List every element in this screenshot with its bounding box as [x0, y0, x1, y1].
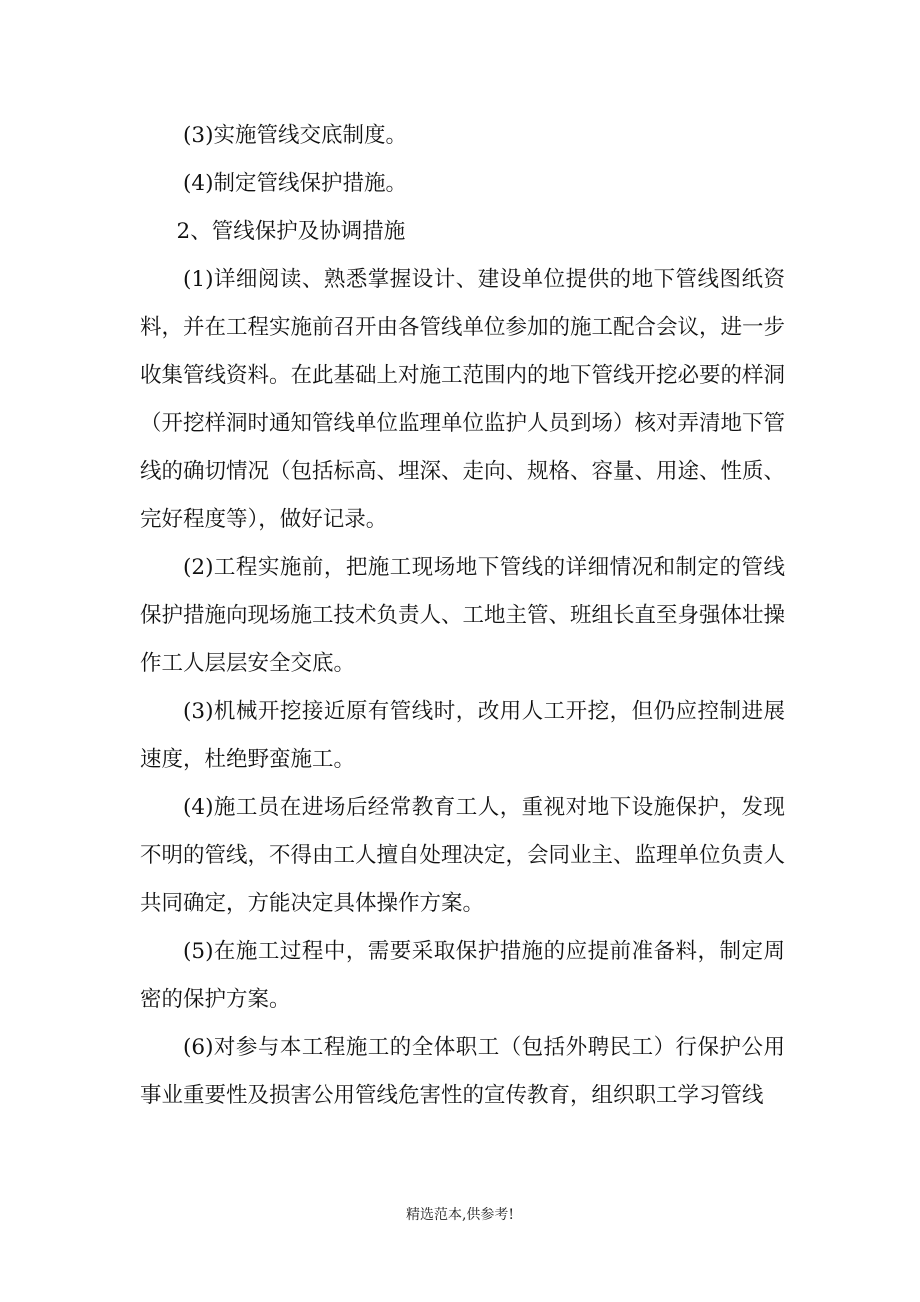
paragraph-measure-5: (5)在施工过程中，需要采取保护措施的应提前准备料，制定周密的保护方案。	[140, 939, 785, 1012]
page-footer: 精选范本,供参考!	[405, 1207, 515, 1223]
paragraph-measure-6: (6)对参与本工程施工的全体职工（包括外聘民工）行保护公用事业重要性及损害公用管线危害性的宣传教育，组织职工学习管线	[140, 1035, 785, 1108]
paragraph-measure-3: (3)机械开挖接近原有管线时，改用人工开挖，但仍应控制进展速度，杜绝野蛮施工。	[140, 699, 785, 772]
document-body	[140, 112, 785, 1120]
paragraph-measure-2: (2)工程实施前，把施工现场地下管线的详细情况和制定的管线保护措施向现场施工技术负责人、工地主管、班组长直至身强体壮操作工人层层安全交底。	[140, 555, 786, 676]
paragraph-measure-1: (1)详细阅读、熟悉掌握设计、建设单位提供的地下管线图纸资料，并在工程实施前召开由各管线单位参加的施工配合会议，进一步收集管线资料。在此基础上对施工范围内的地下管线开挖必要的样洞（开挖样洞时通知管线单位监理单位监护人员到场）核对弄清地下管线的确切情况（包括标高、埋深、走向、规格、容量、用途、性质、完好程度等），做好记录。	[140, 267, 786, 532]
paragraph-item-4: (4)制定管线保护措施。	[183, 171, 407, 196]
paragraph-item-3: (3)实施管线交底制度。	[183, 123, 407, 148]
section-heading: 2、管线保护及协调措施	[176, 219, 406, 244]
paragraph-measure-4: (4)施工员在进场后经常教育工人，重视对地下设施保护，发现不明的管线，不得由工人擅自处理决定，会同业主、监理单位负责人共同确定，方能决定具体操作方案。	[140, 795, 786, 916]
